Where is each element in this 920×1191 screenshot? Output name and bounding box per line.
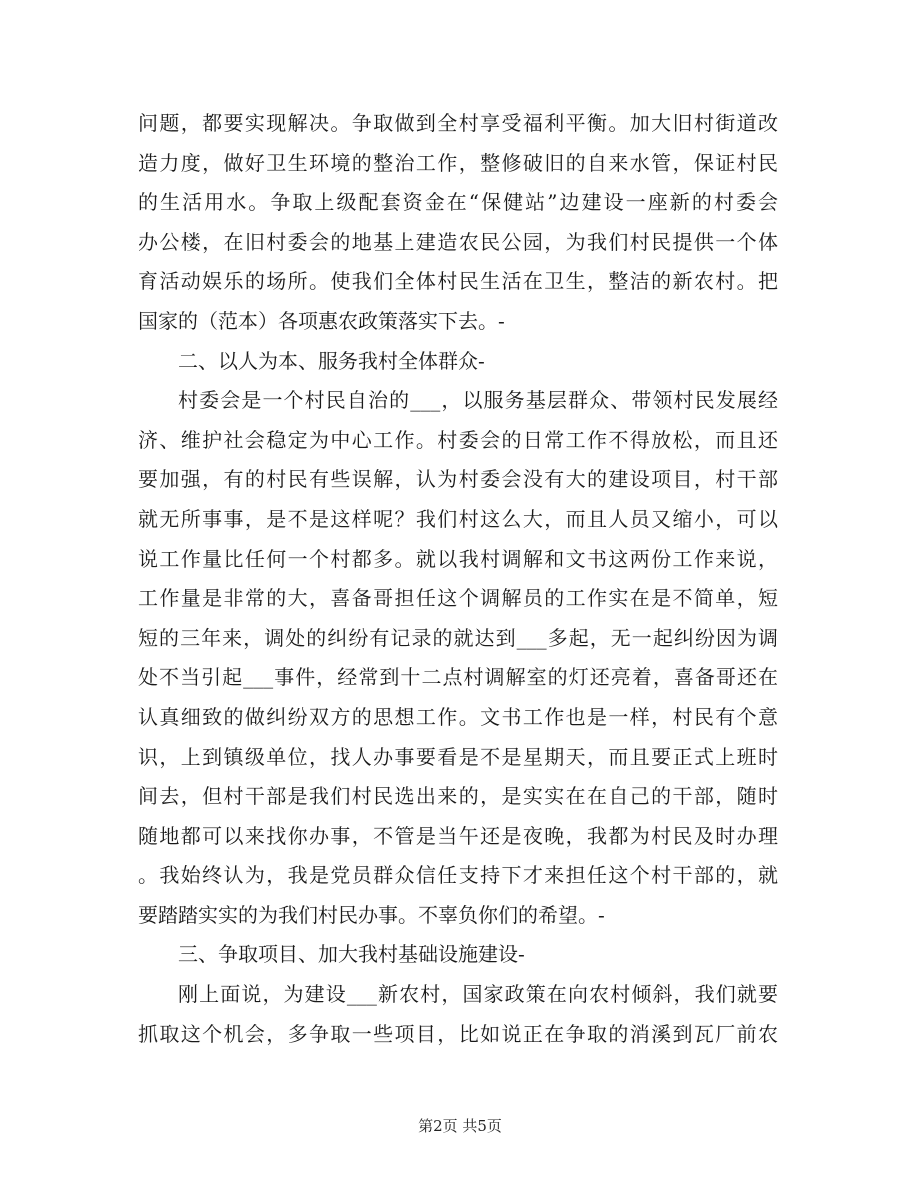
text-line: 间去，但村干部是我们村民选出来的，是实实在在自己的干部，随时 xyxy=(138,784,778,809)
text-line: 随地都可以来找你办事，不管是当午还是夜晚，我都为村民及时办理 xyxy=(138,823,778,848)
document-body xyxy=(138,104,778,1054)
text-line: 村委会是一个村民自治的___，以服务基层群众、带领村民发展经 xyxy=(178,388,778,413)
text-line: 说工作量比任何一个村都多。就以我村调解和文书这两份工作来说， xyxy=(138,546,778,571)
text-line: 要加强，有的村民有些误解，认为村委会没有大的建设项目，村干部 xyxy=(138,467,778,492)
text-line: 办公楼，在旧村委会的地基上建造农民公园，为我们村民提供一个体 xyxy=(138,229,778,254)
text-line: 工作量是非常的大，喜备哥担任这个调解员的工作实在是不简单，短 xyxy=(138,586,778,611)
text-line: 抓取这个机会，多争取一些项目，比如说正在争取的消溪到瓦厂前农 xyxy=(138,1021,778,1046)
page-footer: 第2页 共5页 xyxy=(418,1117,502,1135)
text-line: 刚上面说，为建设___新农村，国家政策在向农村倾斜，我们就要 xyxy=(178,982,778,1007)
text-line: 造力度，做好卫生环境的整治工作，整修破旧的自来水管，保证村民 xyxy=(138,150,778,175)
text-line: 二、以人为本、服务我村全体群众- xyxy=(178,348,485,373)
text-line: 国家的（范本）各项惠农政策落实下去。- xyxy=(138,308,505,333)
text-line: 济、维护社会稳定为中心工作。村委会的日常工作不得放松，而且还 xyxy=(138,427,778,452)
text-line: 三、争取项目、加大我村基础设施建设- xyxy=(178,942,525,967)
text-line: 。我始终认为，我是党员群众信任支持下才来担任这个村干部的，就 xyxy=(138,863,778,888)
text-line: 认真细致的做纠纷双方的思想工作。文书工作也是一样，村民有个意 xyxy=(138,704,778,729)
text-line: 就无所事事，是不是这样呢？我们村这么大，而且人员又缩小，可以 xyxy=(138,506,778,531)
text-line: 处不当引起___事件，经常到十二点村调解室的灯还亮着，喜备哥还在 xyxy=(138,665,778,690)
text-line: 要踏踏实实的为我们村民办事。不辜负你们的希望。- xyxy=(138,902,605,927)
text-line: 问题，都要实现解决。争取做到全村享受福利平衡。加大旧村街道改 xyxy=(138,111,778,135)
text-line: 识，上到镇级单位，找人办事要看是不是星期天，而且要正式上班时 xyxy=(138,744,778,769)
text-line: 的生活用水。争取上级配套资金在“保健站”边建设一座新的村委会 xyxy=(138,190,778,215)
text-line: 育活动娱乐的场所。使我们全体村民生活在卫生，整洁的新农村。把 xyxy=(138,269,778,294)
text-line: 短的三年来，调处的纠纷有记录的就达到___多起，无一起纠纷因为调 xyxy=(138,625,778,650)
